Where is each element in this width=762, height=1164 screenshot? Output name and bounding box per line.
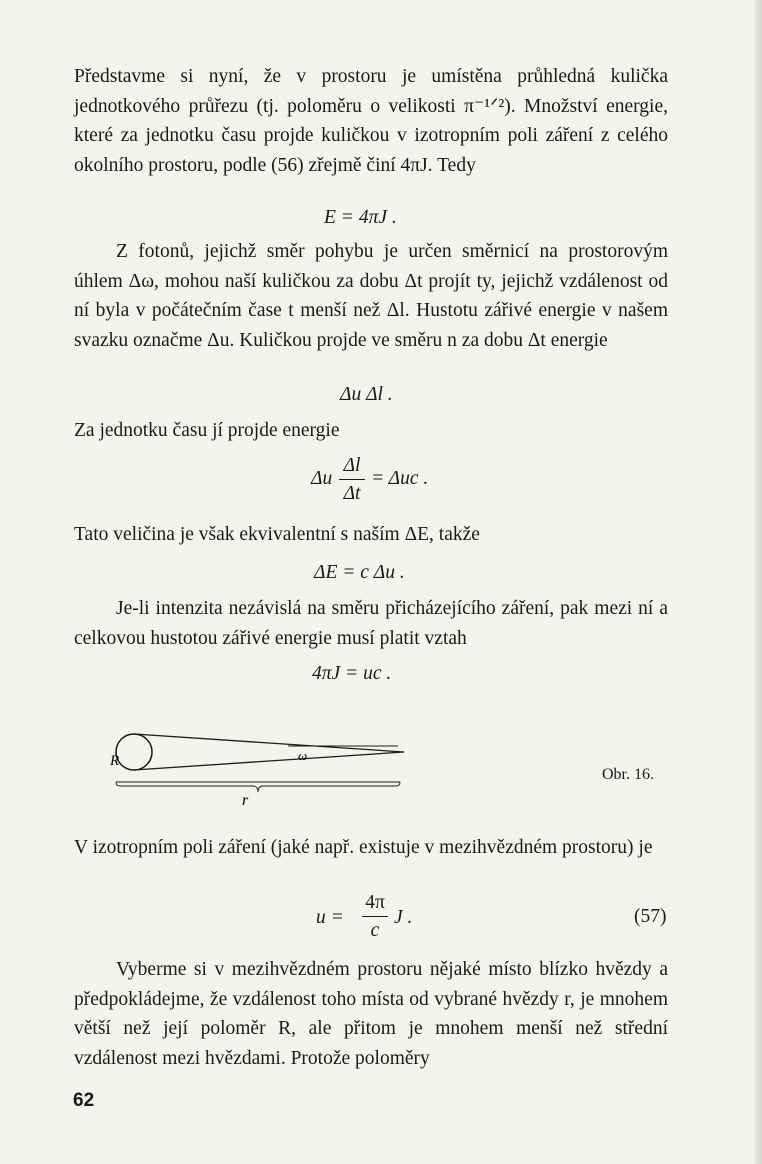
equation-number: (57): [634, 906, 667, 927]
equation-du-dl: Δu Δl .: [340, 384, 393, 405]
equation-57-fraction: [362, 892, 388, 942]
page-edge: [754, 0, 762, 1164]
equation-3-fraction: [339, 455, 365, 505]
equation-4pij: 4πJ = uc .: [312, 663, 392, 684]
paragraph-2: Z fotonů, jejichž směr pohybu je určen směrnicí na prostorovým úhlem Δω, mohou naší kuličkou za dobu Δt projít ty, jejichž vzdálenost od ní byla v počátečním čase t menší než Δl. Hustotu zářivé energie v našem svazku označme Δu. Kuličkou projde ve směru n za dobu Δt energie: [74, 241, 668, 351]
label-omega: ω: [298, 748, 308, 763]
paragraph-1: Představme si nyní, že v prostoru je umístěna průhledná kulička jednotkového průřezu (tj. poloměru o velikosti π⁻¹ᐟ²). Množství energie, které za jednotku času projde kuličkou v izotropním poli záření z celého okolního prostoru, podle (56) zřejmě činí 4πJ. Tedy: [74, 66, 668, 176]
paragraph-6: V izotropním poli záření (jaké např. existuje v mezihvězdném prostoru) je: [74, 837, 653, 858]
fraction-bar: [339, 479, 365, 480]
paragraph-3: Za jednotku času jí projde energie: [74, 420, 340, 441]
equation-de: ΔE = c Δu .: [314, 562, 405, 583]
distance-brace: [116, 782, 400, 792]
equation-57-suffix: J .: [394, 907, 413, 928]
beam-lower-line: [134, 752, 404, 770]
page-number: 62: [73, 1090, 95, 1111]
figure-16: [108, 722, 428, 806]
equation-57-prefix: u =: [316, 907, 344, 928]
equation-3-suffix: = Δuc .: [371, 468, 429, 489]
paragraph-4: Tato veličina je však ekvivalentní s naším ΔE, takže: [74, 524, 480, 545]
label-R: R: [110, 753, 120, 769]
equation-energy: E = 4πJ .: [324, 207, 397, 228]
beam-upper-line: [134, 734, 404, 752]
equation-57-numerator: 4π: [365, 892, 385, 913]
label-r: r: [242, 792, 249, 806]
fraction-bar-57: [362, 916, 388, 917]
figure-caption: Obr. 16.: [602, 766, 654, 783]
paragraph-7: Vyberme si v mezihvězdném prostoru nějaké místo blízko hvězdy a předpokládejme, že vzdálenost toho místa od vybrané hvězdy r, je mnohem větší než její poloměr R, ale přitom je mnohem menší než střední vzdálenost mezi hvězdami. Protože poloměry: [74, 959, 668, 1069]
paragraph-5: Je-li intenzita nezávislá na směru přicházejícího záření, pak mezi ní a celkovou hustotou zářivé energie musí platit vztah: [74, 598, 668, 649]
equation-57-denominator: c: [370, 920, 380, 941]
equation-3-prefix: Δu: [311, 468, 333, 489]
sphere-circle: [116, 734, 152, 770]
equation-3-numerator: Δl: [343, 455, 361, 476]
equation-3-denominator: Δt: [343, 483, 361, 504]
